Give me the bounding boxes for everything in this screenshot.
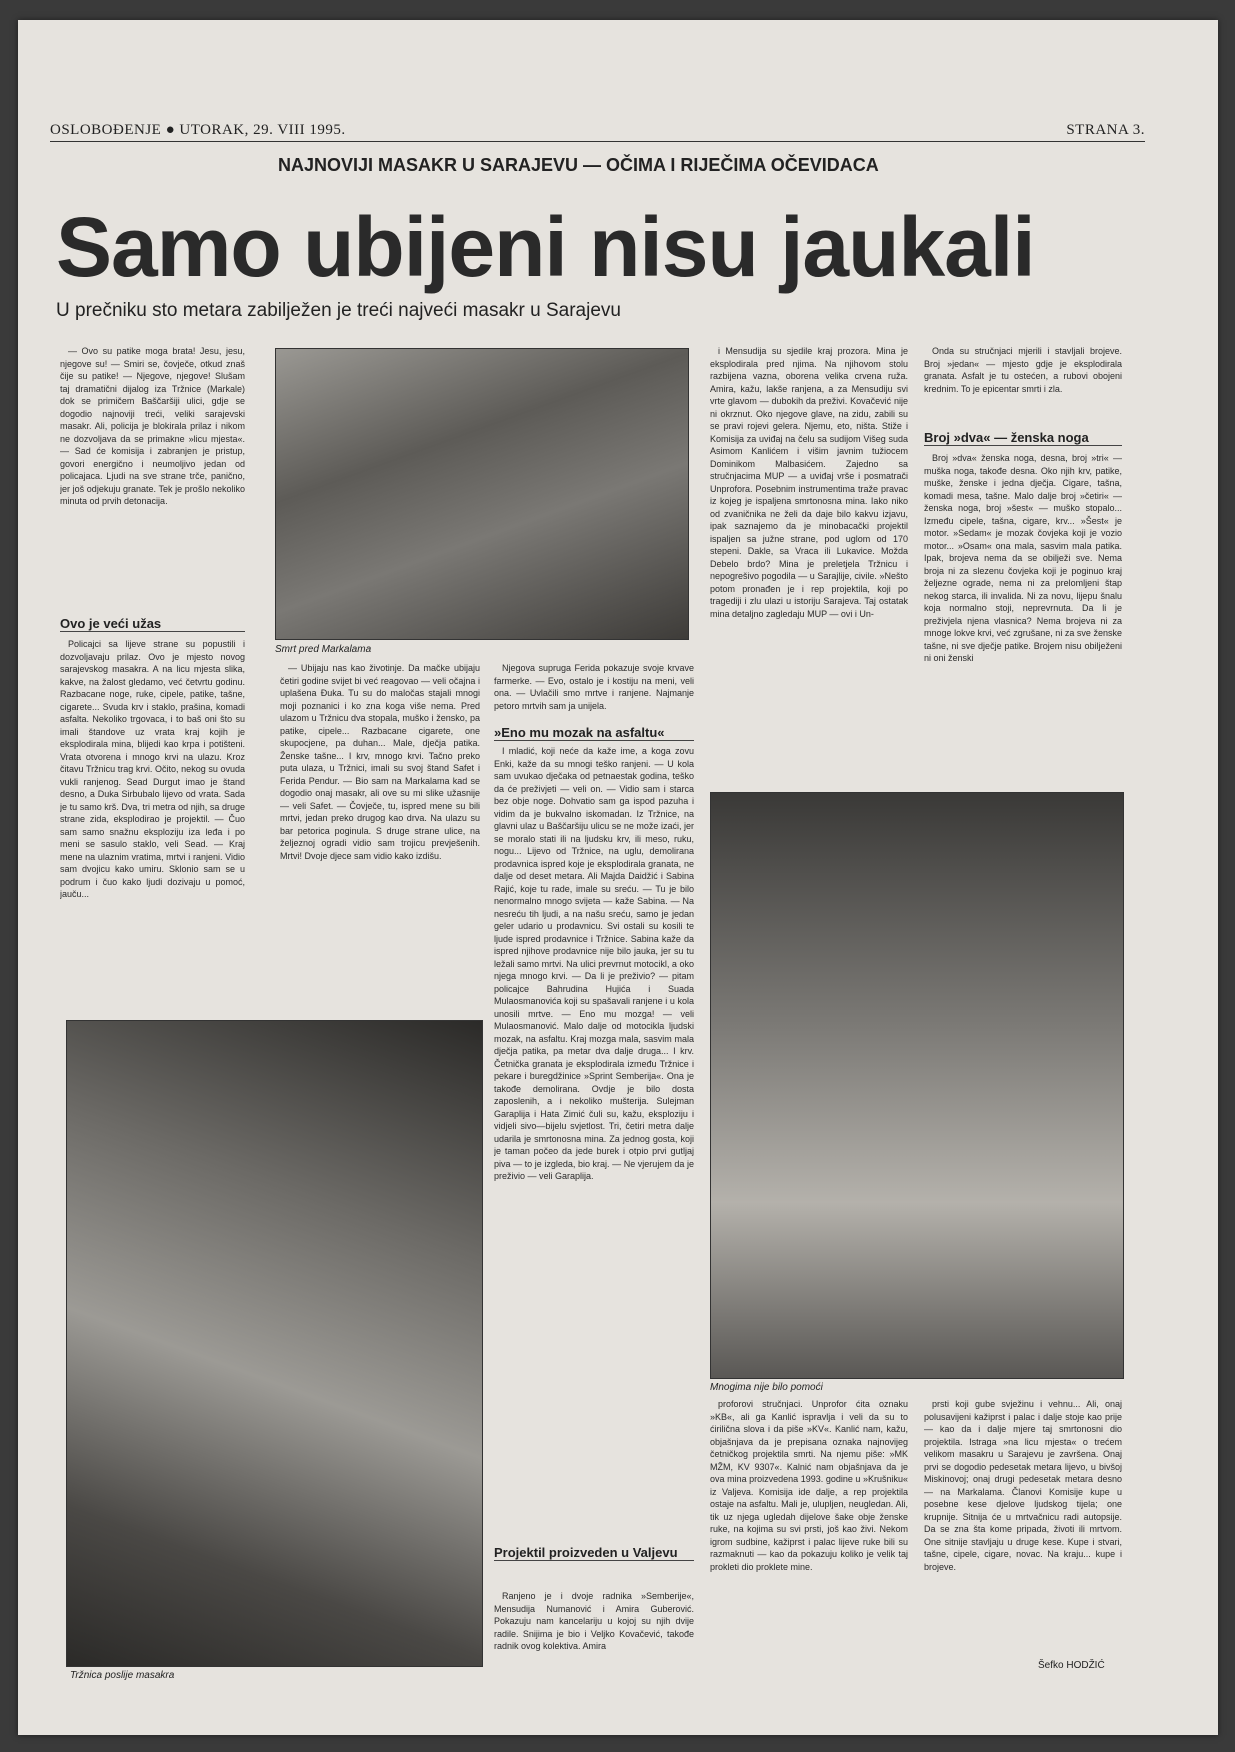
article-column-4a <box>710 345 908 785</box>
paragraph: — Ubijaju nas kao životinje. Da mačke ubijaju četiri godine svijet bi već reagovao — veli očajna i uplašena Đuka. Tu su do maločas stajali mnogi moji poznanici i ko zna koga više nema. Pred ulazom u Tržnicu dva stopala, muško i žensko, pa patike, cipele... Razbacane cigarete, one skupocjene, pa duhan... Male, dječja patika. Ženske tašne... I krv, mnogo krvi. Tačno preko puta ulaza, u Tržnici, imali su svoj štand Safet i Ferida Pendur. — Bio sam na Markalama kad se dogodio onaj masakr, ali ove su mi slike užasnije — veli Safet. — Čovječe, tu, ispred mene su bili mrtvi, jedan preko drugog kao drva. Na ulazu su bar petorica poginula. S druge strane ulice, na željeznoj ogradi vidio sam trojicu prevješenih. Mrtvi! Dvoje djece sam vidio kako izdišu. <box>280 663 480 861</box>
photo-caption-2: Mnogima nije bilo pomoći <box>710 1382 823 1393</box>
section-heading-1: Ovo je veći užas <box>60 616 245 632</box>
article-column-3b <box>494 745 694 1540</box>
photo-market <box>66 1020 483 1667</box>
article-column-2 <box>280 662 480 1017</box>
masthead <box>50 122 1145 142</box>
headline: Samo ubijeni nisu jaukali <box>56 200 1035 294</box>
photo-caption-3: Tržnica poslije masakra <box>70 1670 175 1681</box>
paragraph: Policajci sa lijeve strane su popustili i dozvoljavaju prilaz. Ovo je mjesto novog sarajevskog masakra. A na licu mjesta slika, kakve, na žalost gledamo, već četvrtu godinu. Razbacane noge, ruke, cipele, patike, tašne, cigarete... Svuda krv i staklo, prašina, komadi asfalta. Nekoliko trgovaca, i to baš oni što su imali štandove uz vrata kraj kojih je eksplodirala mina, blijedi kao krpa i potišteni. Vrata otvorena i mnogo krvi na ulazu. Kroz čitavu Tržnicu trag krvi. Očito, nekog su ovuda vukli ranjenog. Sead Durgut imao je štand desno, a Duka Sirbubalo lijevo od vrata. Sada je tu samo krš. Dva, tri metra od njih, sa druge strane zida, eksplodirao je projektil. — Čuo sam samo snažnu eksploziju iza leđa i po meni se sasulo staklo, veli Sead. — Kraj mene na ulaznim vratima, mrtvi i ranjeni. Vidio sam dvojicu kako umiru. Sklonio sam se u podrum i čuo kako ljudi dozivaju u pomoć, jauču... <box>60 639 245 899</box>
paragraph: — Ovo su patike moga brata! Jesu, jesu, njegove su! — Smiri se, čovječe, otkud znaš čije su patike! — Njegove, njegove! Slušam taj dramatični dijalog iza Tržnice (Markale) dok se primičem Baščaršiji ulici, gdje se dogodio najnoviji treći, veliki sarajevski masakr. Ali, policija je blokirala prilaz i nikom ne dozvoljava da se primakne »licu mjesta«. — Sad će komisija i zabranjen je pristup, govori energično i neumoljivo jedan od policajaca. Ljudi na sve strane trče, panično, jer još odjekuju granate. Tek je prošlo nekoliko minuta od prvih detonacija. <box>60 346 245 506</box>
paragraph: Broj »dva« ženska noga, desna, broj »tri« — muška noga, takođe desna. Oko njih krv, patike, muške, ženske i jedna dječja. Cigare, tašna, komadi mesa, tašne. Malo dalje broj »četiri« — ženska noga, broj »šest« — muško stopalo... Između cipele, tašna, cigare, krv... »Šest« je motor. »Sedam« je mozak čovjeka koji je vozio motor... »Osam« ona mala, sasvim mala patika. Ipak, brojeva nema da se obilježi sve. Nema broja ni za slezenu čovjeka koji je poginuo kraj željezne ograde, nema ni za prelomljeni štap nekog starca, ili invalida. Ni za novu, lijepu šnalu koja normalno stoji, neprevrnuta. Da li je preživjela njena vlasnica? Nema brojeva ni za mnoge lokve krvi, već zgrušane, ni za sve ženske tašne, ni sve dječje patike. Brojem nisu obilježeni ni oni ženski <box>924 453 1122 663</box>
paragraph: Onda su stručnjaci mjerili i stavljali brojeve. Broj »jedan« — mjesto gdje je eksplodirala granata. Asfalt je tu ostećen, a rubovi obojeni krednim. To je epicentar smrti i zla. <box>924 346 1122 394</box>
paragraph: prsti koji gube svježinu i vehnu... Ali, onaj polusavijeni kažiprst i palac i dalje stoje kao prije — kao da i dalje mjere taj smrtonosni dio projektila. Istraga »na licu mjesta« o trećem velikom masakru u Sarajevu je završena. Onaj prvi se dogodio pedesetak metara lijevo, u bivšoj Miskinovoj; onaj drugi pedesetak metara desno — na Markalama. Članovi Komisije kupe u posebne kese djelove ljudskog tijela; one krupnije. Sitnija će u mrtvačnicu radi autopsije. Da se zna šta kome pripada, životi ili mrtvom. One sitnije stavljaju u druge kese. Kupe i stvari, tašne, cipele, cigare, novac. Na kraju... kupe i brojeve. <box>924 1399 1122 1572</box>
subhead: U prečniku sto metara zabilježen je treći najveći masakr u Sarajevu <box>56 300 621 321</box>
paragraph: Ranjeno je i dvoje radnika »Semberije«, Mensudija Numanović i Amira Guberović. Pokazuju nam kancelariju u kojoj su njih dvije radile. Snijima je bio i Veljko Kovačević, takođe radnik ovog kolektiva. Amira <box>494 1591 694 1651</box>
photo-caption-1: Smrt pred Markalama <box>275 644 372 655</box>
photo-victims <box>710 792 1124 1379</box>
byline: Šefko HODŽIĆ <box>1038 1660 1105 1671</box>
paragraph: I mladić, koji neće da kaže ime, a koga zovu Enki, kaže da su mnogi teško ranjeni. — U kola sam uvukao dječaka od petnaestak godina, teško da će preživjeti — veli on. — Vidio sam i starca bez obje noge. Dohvatio sam ga ispod pazuha i vidim da je bukvalno iskomadan. Iz Tržnice, na glavni ulaz u Baščaršiju ulicu se ne može izaći, jer se moralo stati ili na ljudsku krv, ili meso, ruku, nogu... Lijevo od Tržnice, na uglu, demolirana prodavnica ispred koje je eksplodirala granata, ne dalje od deset metara. Ali Majda Daidžić i Sabina Rajić, koje tu rade, imale su sreću. — Tu je bilo nenormalno mnogo svijeta — kaže Sabina. — Na nesreću tih ljudi, a na našu sreću, samo je jedan geler udario u prodavnicu. Svi ostali su kosili te ljude ispred prodavnice i Tržnice. Sabina kaže da ispred njihove prodavnice nije bilo jauka, jer su tu ležali samo mrtvi. Na ulici prevrnut motocikl, a oko njega mnogo krvi. — Da li je preživio? — pitam policajce Bahrudina Hujića i Suada Mulaosmanovića koji su spašavali ranjene i u kola unosili mrtve. — Eno mu mozga! — veli Mulaosmanović. Malo dalje od motocikla ljudski mozak, na asfaltu. Kraj mozga mala, sasvim mala dječja patika, pa metar dva dalje druga... I krv. Četnička granata je eksplodirala između Tržnice i pekare i buregdžinice »Sprint Semberija«. Ona je takođe demolirana. Ovdje je bilo dosta zaposlenih, a i nekoliko mušterija. Sulejman Garaplija i Hata Zimić čuli su, kažu, eksploziju i vidjeli sivo—bijelu svjetlost. Tri, četiri metra dalje udarila je smrtonosna mina. Za jednog gosta, koji je taman počeo da jede burek i otpio prvi gutljaj piva — to je izgleda, bio kraj. — Ne vjerujem da je preživio — veli Garaplija. <box>494 746 694 1181</box>
section-heading-2: »Eno mu mozak na asfaltu« <box>494 725 694 741</box>
article-column-4b <box>710 1398 908 1688</box>
paragraph: i Mensudija su sjedile kraj prozora. Mina je eksplodirala pred njima. Na njihovom stolu razbijena vazna, oborena velika crvena ruža. Amira, kažu, lakše ranjena, a za Mensudiju svi vrte glavom — dubokih da preživi. Kovačević nije ni okrznut. Oko njegove glave, na zidu, zabili su se pravi rojevi gelera. Njemu, eto, ništa. Stiže i Komisija za uviđaj na čelu sa sudijom Višeg suda Asimom Kanlićem i višim javnim tužiocem Dominikom Malbasićem. Zajedno sa stručnjacima MUP — a uviđaj vrše i posmatrači Unprofora. Posebnim instrumentima traže pravac iz kojeg je ispaljena smrtonosna mina. Iako niko od zvaničnika ne želi da daje bilo kakvu izjavu, ipak saznajemo da je minobacački projektil ispaljen sa južne strane, pod uglom od 170 stepeni. Dakle, sa Vraca ili Lukavice. Možda Debelo brdo? Mina je preletjela Tržnicu i nepogrešivo pogodila — u Sarajlije, civile. »Nešto potom pronađen je i rep projektila, koji po tragediji i zlu ulazi u istoriju Sarajeva. Taj ostatak mina detaljno zagledaju MUP — ovi i Un- <box>710 346 908 619</box>
masthead-date: OSLOBOĐENJE ● UTORAK, 29. VIII 1995. <box>50 122 346 138</box>
paragraph: proforovi stručnjaci. Unprofor ćita oznaku »KB«, ali ga Kanlić ispravlja i veli da su to ćirilična slova i da piše »KV«. Kanlić nam, kažu, objašnjava da je prepisana oznaka najnovijeg četničkog projektila smrti. Na njemu piše: »MK MŽM, KV 9307«. Kalnić nam objašnjava da je ova mina proizvedena 1993. godine u »Krušniku« iz Valjeva. Komisija ide dalje, a rep projektila ostaje na asfaltu. Mali je, ulupljen, neugledan. Ali, tik uz njega ugledah dijelove šake obje ženske ruke, na kojima su svi prsti, još kao živi. Nekom igrom sudbine, kažiprst i palac lijeve ruke bili su razmaknuti — kao da pokazuju koliko je velik taj prokleti dio prokletе mine. <box>710 1399 908 1572</box>
kicker: NAJNOVIJI MASAKR U SARAJEVU — OČIMA I RIJEČIMA OČEVIDACA <box>278 155 879 175</box>
page-number: STRANA 3. <box>1066 122 1145 138</box>
article-column-1b <box>60 638 245 1020</box>
article-column-1a <box>60 345 245 610</box>
paragraph: Njegova supruga Ferida pokazuje svoje krvave farmerke. — Evo, ostalo je i kostiju na meni, veli ona. — Uvlačili smo mrtve i ranjene. Najmanje petoro mrtvih sam ja unijela. <box>494 663 694 711</box>
photo-markale <box>275 348 689 640</box>
section-heading-3: Projektil proizveden u Valjevu <box>494 1545 694 1561</box>
article-column-3c <box>494 1590 694 1678</box>
article-column-5b <box>924 452 1122 785</box>
article-column-5c <box>924 1398 1122 1658</box>
article-column-5a <box>924 345 1122 425</box>
section-heading-4: Broj »dva« — ženska noga <box>924 430 1122 446</box>
article-column-3a <box>494 662 694 722</box>
newspaper-page <box>18 20 1218 1735</box>
